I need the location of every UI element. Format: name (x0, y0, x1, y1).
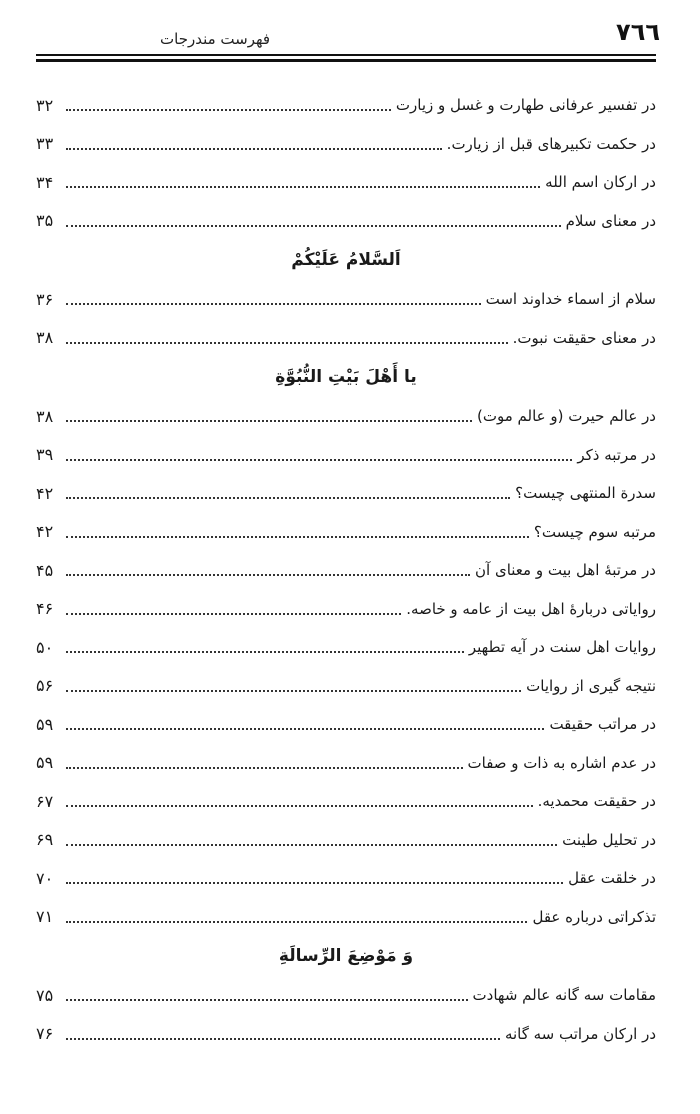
toc-entry[interactable] (36, 705, 656, 744)
dot-leader (66, 601, 401, 615)
toc-entry[interactable] (36, 397, 656, 436)
toc-entry-title: سدرة المنتهی چیست؟ (512, 484, 656, 502)
dot-leader (66, 408, 472, 422)
dot-leader (66, 716, 544, 730)
toc-entry[interactable] (36, 202, 656, 241)
toc-entry[interactable] (36, 744, 656, 783)
toc-entry-page: ۴۲ (36, 522, 54, 542)
toc-entry-title: مرتبه سوم چیست؟ (531, 523, 656, 541)
dot-leader (66, 755, 463, 769)
running-title: فهرست مندرجات (160, 30, 271, 48)
toc-entry[interactable] (36, 782, 656, 821)
toc-entry-title: در حقیقت محمدیه. (535, 792, 656, 810)
toc-entry-page: ۳۸ (36, 328, 54, 348)
toc-entry-page: ۵۹ (36, 714, 54, 734)
dot-leader (66, 447, 572, 461)
section-heading: اَلسَّلامُ عَلَیْکُمْ (291, 250, 401, 270)
toc-entry-title: نتیجه گیری از روایات (523, 677, 656, 695)
toc-entry-title: در مراتب حقیقت (546, 715, 656, 733)
toc-entry-title: در مرتبه ذکر (574, 446, 656, 464)
dot-leader (66, 136, 442, 150)
toc-entry-page: ۳۸ (36, 406, 54, 426)
dot-leader (66, 639, 464, 653)
toc-entry[interactable] (36, 513, 656, 552)
toc-entry-page: ۷۰ (36, 868, 54, 888)
dot-leader (66, 485, 510, 499)
toc-entry-title: در عالم حیرت (و عالم موت) (474, 407, 656, 425)
section-heading: وَ مَوْضِعَ الرِّسالَةِ (278, 946, 414, 966)
toc-entry-page: ۷۱ (36, 907, 54, 927)
dot-leader (66, 97, 391, 111)
toc-entry[interactable] (36, 859, 656, 898)
toc-entry-page: ۳۶ (36, 289, 54, 309)
toc-entry-page: ۴۶ (36, 599, 54, 619)
page-number: ٧٦٦ (616, 18, 660, 46)
toc-entry[interactable] (36, 898, 656, 937)
toc-entry-title: در مرتبهٔ اهل بیت و معنای آن (472, 561, 656, 579)
toc-entry-page: ۴۵ (36, 560, 54, 580)
toc-entry[interactable] (36, 280, 656, 319)
toc-entry-page: ۶۷ (36, 791, 54, 811)
dot-leader (66, 174, 540, 188)
dot-leader (66, 793, 533, 807)
toc-entry-page: ۴۲ (36, 483, 54, 503)
dot-leader (66, 562, 470, 576)
dot-leader (66, 987, 468, 1001)
toc-entry-page: ۵۹ (36, 753, 54, 773)
toc-entry[interactable] (36, 590, 656, 629)
toc-entry-page: ۶۹ (36, 830, 54, 850)
dot-leader (66, 909, 527, 923)
header-rule-thin (36, 54, 656, 56)
toc-entry-page: ۳۹ (36, 445, 54, 465)
toc-entry[interactable] (36, 474, 656, 513)
header-rule-thick (36, 59, 656, 62)
toc-entry[interactable] (36, 436, 656, 475)
dot-leader (66, 870, 563, 884)
toc-entry-title: تذکراتی درباره عقل (529, 908, 656, 926)
dot-leader (66, 213, 561, 227)
toc-entry-title: در عدم اشاره به ذات و صفات (465, 754, 657, 772)
toc-entry[interactable] (36, 628, 656, 667)
toc-entry-title: در تفسیر عرفانی طهارت و غسل و زیارت (393, 96, 656, 114)
section-heading: یا أَهْلَ بَیْتِ النُّبُوَّةِ (275, 367, 417, 387)
toc-entry[interactable] (36, 551, 656, 590)
toc-entry-page: ۳۲ (36, 95, 54, 115)
toc-entry-title: در تحلیل طینت (559, 831, 656, 849)
dot-leader (66, 832, 557, 846)
toc-entry-title: در خلقت عقل (565, 869, 656, 887)
toc-entry-title: در ارکان مراتب سه گانه (502, 1025, 656, 1043)
toc-entry[interactable] (36, 1015, 656, 1054)
toc-entry-page: ۳۳ (36, 134, 54, 154)
toc-entry[interactable] (36, 319, 656, 358)
toc-entry-page: ۵۶ (36, 676, 54, 696)
toc-entry-page: ۷۶ (36, 1024, 54, 1044)
toc-entry[interactable] (36, 976, 656, 1015)
toc-entry-title: در حکمت تکبیرهای قبل از زیارت. (444, 135, 656, 153)
toc-entry-page: ۳۵ (36, 211, 54, 231)
toc-entry-title: روایاتی دربارهٔ اهل بیت از عامه و خاصه. (403, 600, 656, 618)
toc-entry[interactable] (36, 667, 656, 706)
dot-leader (66, 524, 529, 538)
toc-entry[interactable] (36, 125, 656, 164)
toc-entry[interactable] (36, 86, 656, 125)
toc-entry-title: سلام از اسماء خداوند است (483, 290, 656, 308)
toc-entry-title: روایات اهل سنت در آیه تطهیر (466, 638, 656, 656)
toc-entry-page: ۵۰ (36, 637, 54, 657)
dot-leader (66, 1026, 500, 1040)
dot-leader (66, 330, 508, 344)
table-of-contents (36, 86, 656, 1053)
toc-entry-page: ۳۴ (36, 172, 54, 192)
toc-entry-title: در ارکان اسم الله (542, 173, 656, 191)
toc-entry[interactable] (36, 163, 656, 202)
toc-entry-title: مقامات سه گانه عالم شهادت (470, 986, 656, 1004)
toc-entry-page: ۷۵ (36, 985, 54, 1005)
toc-entry-title: در معنای حقیقت نبوت. (510, 329, 656, 347)
dot-leader (66, 291, 481, 305)
toc-entry-title: در معنای سلام (563, 212, 656, 230)
toc-entry[interactable] (36, 821, 656, 860)
dot-leader (66, 678, 521, 692)
